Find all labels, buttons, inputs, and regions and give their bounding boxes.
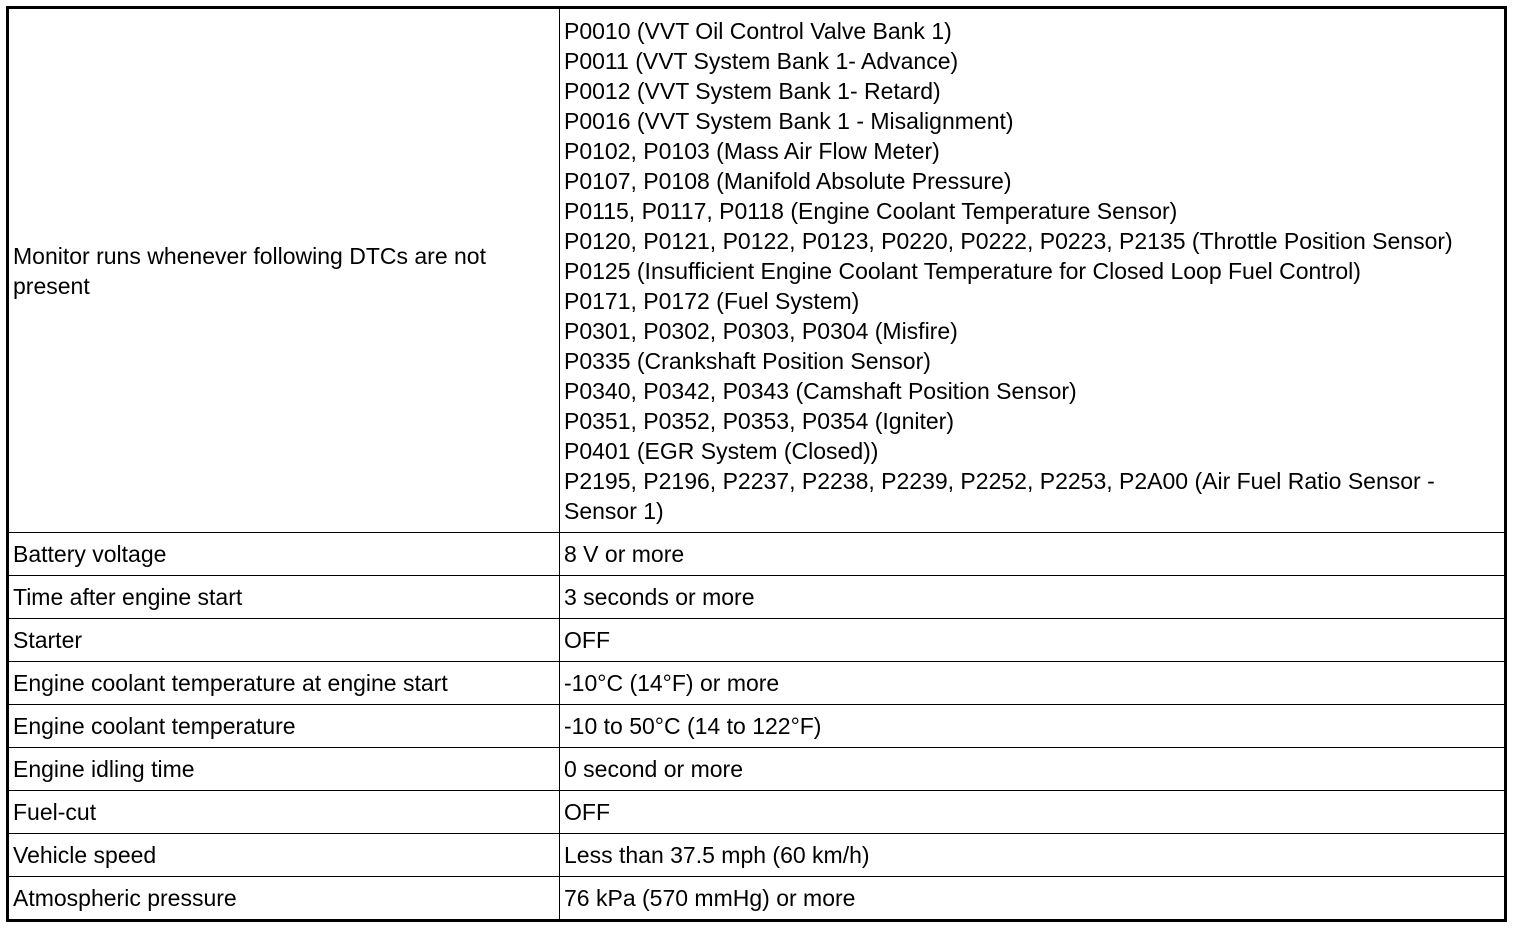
condition-label: Battery voltage: [8, 533, 560, 576]
dtc-list-item: P0301, P0302, P0303, P0304 (Misfire): [564, 318, 958, 344]
table-row-vehicle-speed: [8, 834, 1506, 877]
dtc-list-item: P0115, P0117, P0118 (Engine Coolant Temperature Sensor): [564, 198, 1178, 224]
condition-value: -10 to 50°C (14 to 122°F): [560, 705, 1506, 748]
dtc-list-item: P0010 (VVT Oil Control Valve Bank 1): [564, 18, 952, 44]
condition-label: Vehicle speed: [8, 834, 560, 877]
table-row-dtc-conditions: [8, 8, 1506, 533]
condition-value: -10°C (14°F) or more: [560, 662, 1506, 705]
dtc-list-item: P0340, P0342, P0343 (Camshaft Position Sensor): [564, 378, 1077, 404]
table-row-atmospheric-pressure: [8, 877, 1506, 921]
table-row-coolant-temp-at-start: [8, 662, 1506, 705]
dtc-list-item: P0016 (VVT System Bank 1 - Misalignment): [564, 108, 1014, 134]
condition-label: Starter: [8, 619, 560, 662]
dtc-condition-label: Monitor runs whenever following DTCs are not present: [8, 8, 560, 533]
dtc-list-item: P0351, P0352, P0353, P0354 (Igniter): [564, 408, 955, 434]
table-row-battery-voltage: [8, 533, 1506, 576]
table-row-fuel-cut: [8, 791, 1506, 834]
dtc-list-item: P0171, P0172 (Fuel System): [564, 288, 860, 314]
table-row-starter: [8, 619, 1506, 662]
condition-value: 8 V or more: [560, 533, 1506, 576]
condition-label: Engine idling time: [8, 748, 560, 791]
dtc-list-item: P0335 (Crankshaft Position Sensor): [564, 348, 931, 374]
monitor-conditions-table: [6, 6, 1507, 922]
dtc-list-item: P0107, P0108 (Manifold Absolute Pressure): [564, 168, 1012, 194]
condition-label: Time after engine start: [8, 576, 560, 619]
dtc-list-item: P0102, P0103 (Mass Air Flow Meter): [564, 138, 940, 164]
dtc-list-item: P0125 (Insufficient Engine Coolant Temperature for Closed Loop Fuel Control): [564, 258, 1361, 284]
condition-value: 3 seconds or more: [560, 576, 1506, 619]
condition-label: Atmospheric pressure: [8, 877, 560, 921]
condition-value: OFF: [560, 791, 1506, 834]
dtc-list-item: P0012 (VVT System Bank 1- Retard): [564, 78, 941, 104]
condition-value: OFF: [560, 619, 1506, 662]
dtc-list-item: P0120, P0121, P0122, P0123, P0220, P0222, P0223, P2135 (Throttle Position Sensor): [564, 228, 1453, 254]
dtc-list-cell: [560, 8, 1506, 533]
condition-label: Engine coolant temperature: [8, 705, 560, 748]
table-row-idling-time: [8, 748, 1506, 791]
dtc-list-item: P2195, P2196, P2237, P2238, P2239, P2252, P2253, P2A00 (Air Fuel Ratio Sensor - Sensor 1): [564, 468, 1435, 524]
dtc-list-item: P0401 (EGR System (Closed)): [564, 438, 879, 464]
condition-value: 76 kPa (570 mmHg) or more: [560, 877, 1506, 921]
condition-label: Fuel-cut: [8, 791, 560, 834]
table-row-coolant-temp: [8, 705, 1506, 748]
condition-value: 0 second or more: [560, 748, 1506, 791]
condition-value: Less than 37.5 mph (60 km/h): [560, 834, 1506, 877]
condition-label: Engine coolant temperature at engine start: [8, 662, 560, 705]
table-row-time-after-start: [8, 576, 1506, 619]
dtc-list-item: P0011 (VVT System Bank 1- Advance): [564, 48, 959, 74]
